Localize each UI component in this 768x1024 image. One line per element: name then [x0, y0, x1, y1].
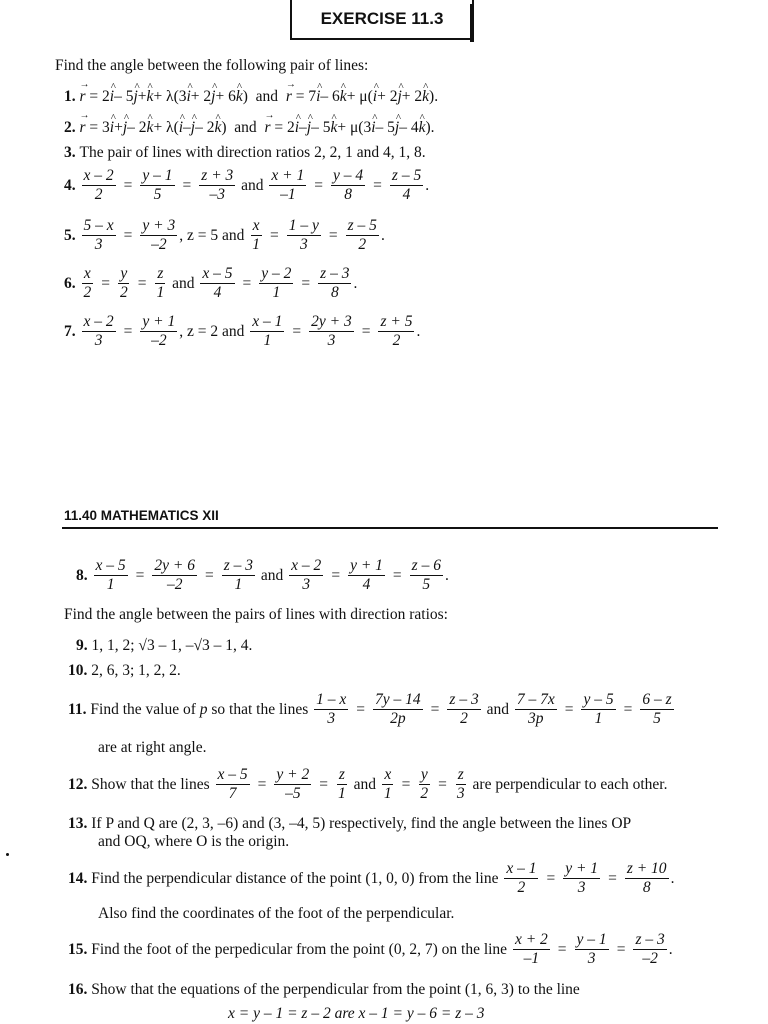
question-15: 15. Find the foot of the perpedicular from the point (0, 2, 7) on the line $\frac{x + 2}{-1}$ = $\frac{y - 1}{3}$ = $\frac{z - 3}{-2}$ .	[68, 931, 673, 968]
intro-text: Find the angle between the following pair of lines:	[55, 57, 369, 74]
question-11: 11. Find the value of p so that the lines $\frac{1 - x}{3}$ = $\frac{7y - 14}{2p}$ = $\frac{z - 3}{2}$ and $\frac{7 - 7x}{3p}$ = $\frac{y - 5}{1}$ = $\frac{6 - z}{5}$	[68, 691, 672, 728]
margin-dot	[6, 853, 9, 856]
question-14-continuation: Also find the coordinates of the foot of the perpendicular.	[98, 905, 455, 922]
exercise-title: EXERCISE 11.3	[290, 0, 474, 40]
question-3: 3. The pair of lines with direction ratios 2, 2, 1 and 4, 1, 8.	[64, 144, 426, 161]
title-box-shadow	[470, 4, 474, 42]
question-11-continuation: are at right angle.	[98, 739, 207, 756]
question-9: 9. 1, 1, 2; √3 – 1, –√3 – 1, 4.	[76, 637, 253, 654]
question-7: 7. $\frac{x - 2}{3}$ = $\frac{y + 1}{-2}$ , z = 2 and $\frac{x - 1}{1}$ = $\frac{2y + 3}{3}$ = $\frac{z + 5}{2}$ .	[64, 313, 421, 350]
question-5: 5. $\frac{5 - x}{3}$ = $\frac{y + 3}{-2}$ , z = 5 and $\frac{x}{1}$ = $\frac{1 - y}{3}$ = $\frac{z - 5}{2}$ .	[64, 217, 385, 254]
question-13-continuation: and OQ, where O is the origin.	[98, 833, 290, 850]
question-8: 8. $\frac{x - 5}{1}$ = $\frac{2y + 6}{-2}$ = $\frac{z - 3}{1}$ and $\frac{x - 2}{3}$ = $\frac{y + 1}{4}$ = $\frac{z - 6}{5}$ .	[76, 557, 449, 594]
question-6: 6. $\frac{x}{2}$ = $\frac{y}{2}$ = $\frac{z}{1}$ and $\frac{x - 5}{4}$ = $\frac{y - 2}{1}$ = $\frac{z - 3}{8}$ .	[64, 265, 358, 302]
question-16: 16. Show that the equations of the perpendicular from the point (1, 6, 3) to the line	[68, 981, 580, 998]
question-13: 13. If P and Q are (2, 3, –6) and (3, –4, 5) respectively, find the angle between the lines OP	[68, 815, 632, 832]
question-2: 2. → r = 3 ^ i + ^ j – 2 ^ k + λ( ^ i – ^ j – 2 ^ k ) and → r = 2 ^ i – ^ j – 5 ^ k + μ(3 ^ i – 5 ^ j – 4 ^ k ).	[64, 119, 435, 137]
question-4: 4. $\frac{x - 2}{2}$ = $\frac{y - 1}{5}$ = $\frac{z + 3}{-3}$ and $\frac{x + 1}{-1}$ = $\frac{y - 4}{8}$ = $\frac{z - 5}{4}$ .	[64, 167, 430, 204]
question-14: 14. Find the perpendicular distance of the point (1, 0, 0) from the line $\frac{x - 1}{2}$ = $\frac{y + 1}{3}$ = $\frac{z + 10}{8}$ .	[68, 860, 675, 897]
header-rule	[62, 527, 718, 529]
section-header: 11.40 MATHEMATICS XII	[64, 508, 219, 523]
question-12: 12. Show that the lines $\frac{x - 5}{7}$ = $\frac{y + 2}{-5}$ = $\frac{z}{1}$ and $\frac{x}{1}$ = $\frac{y}{2}$ = $\frac{z}{3}$ are perpendicular to each other.	[68, 766, 668, 803]
question-1: 1. → r = 2 ^ i – 5 ^ j + ^ k + λ(3 ^ i + 2 ^ j + 6 ^ k ) and → r = 7 ^ i – 6 ^ k + μ( ^ i + 2 ^ j + 2 ^ k ).	[64, 88, 438, 106]
direction-ratios-intro: Find the angle between the pairs of lines with direction ratios:	[64, 606, 448, 623]
question-10: 10. 2, 6, 3; 1, 2, 2.	[68, 662, 181, 679]
question-16-continuation: x = y – 1 = z – 2 are x – 1 = y – 6 = z – 3	[228, 1005, 485, 1022]
